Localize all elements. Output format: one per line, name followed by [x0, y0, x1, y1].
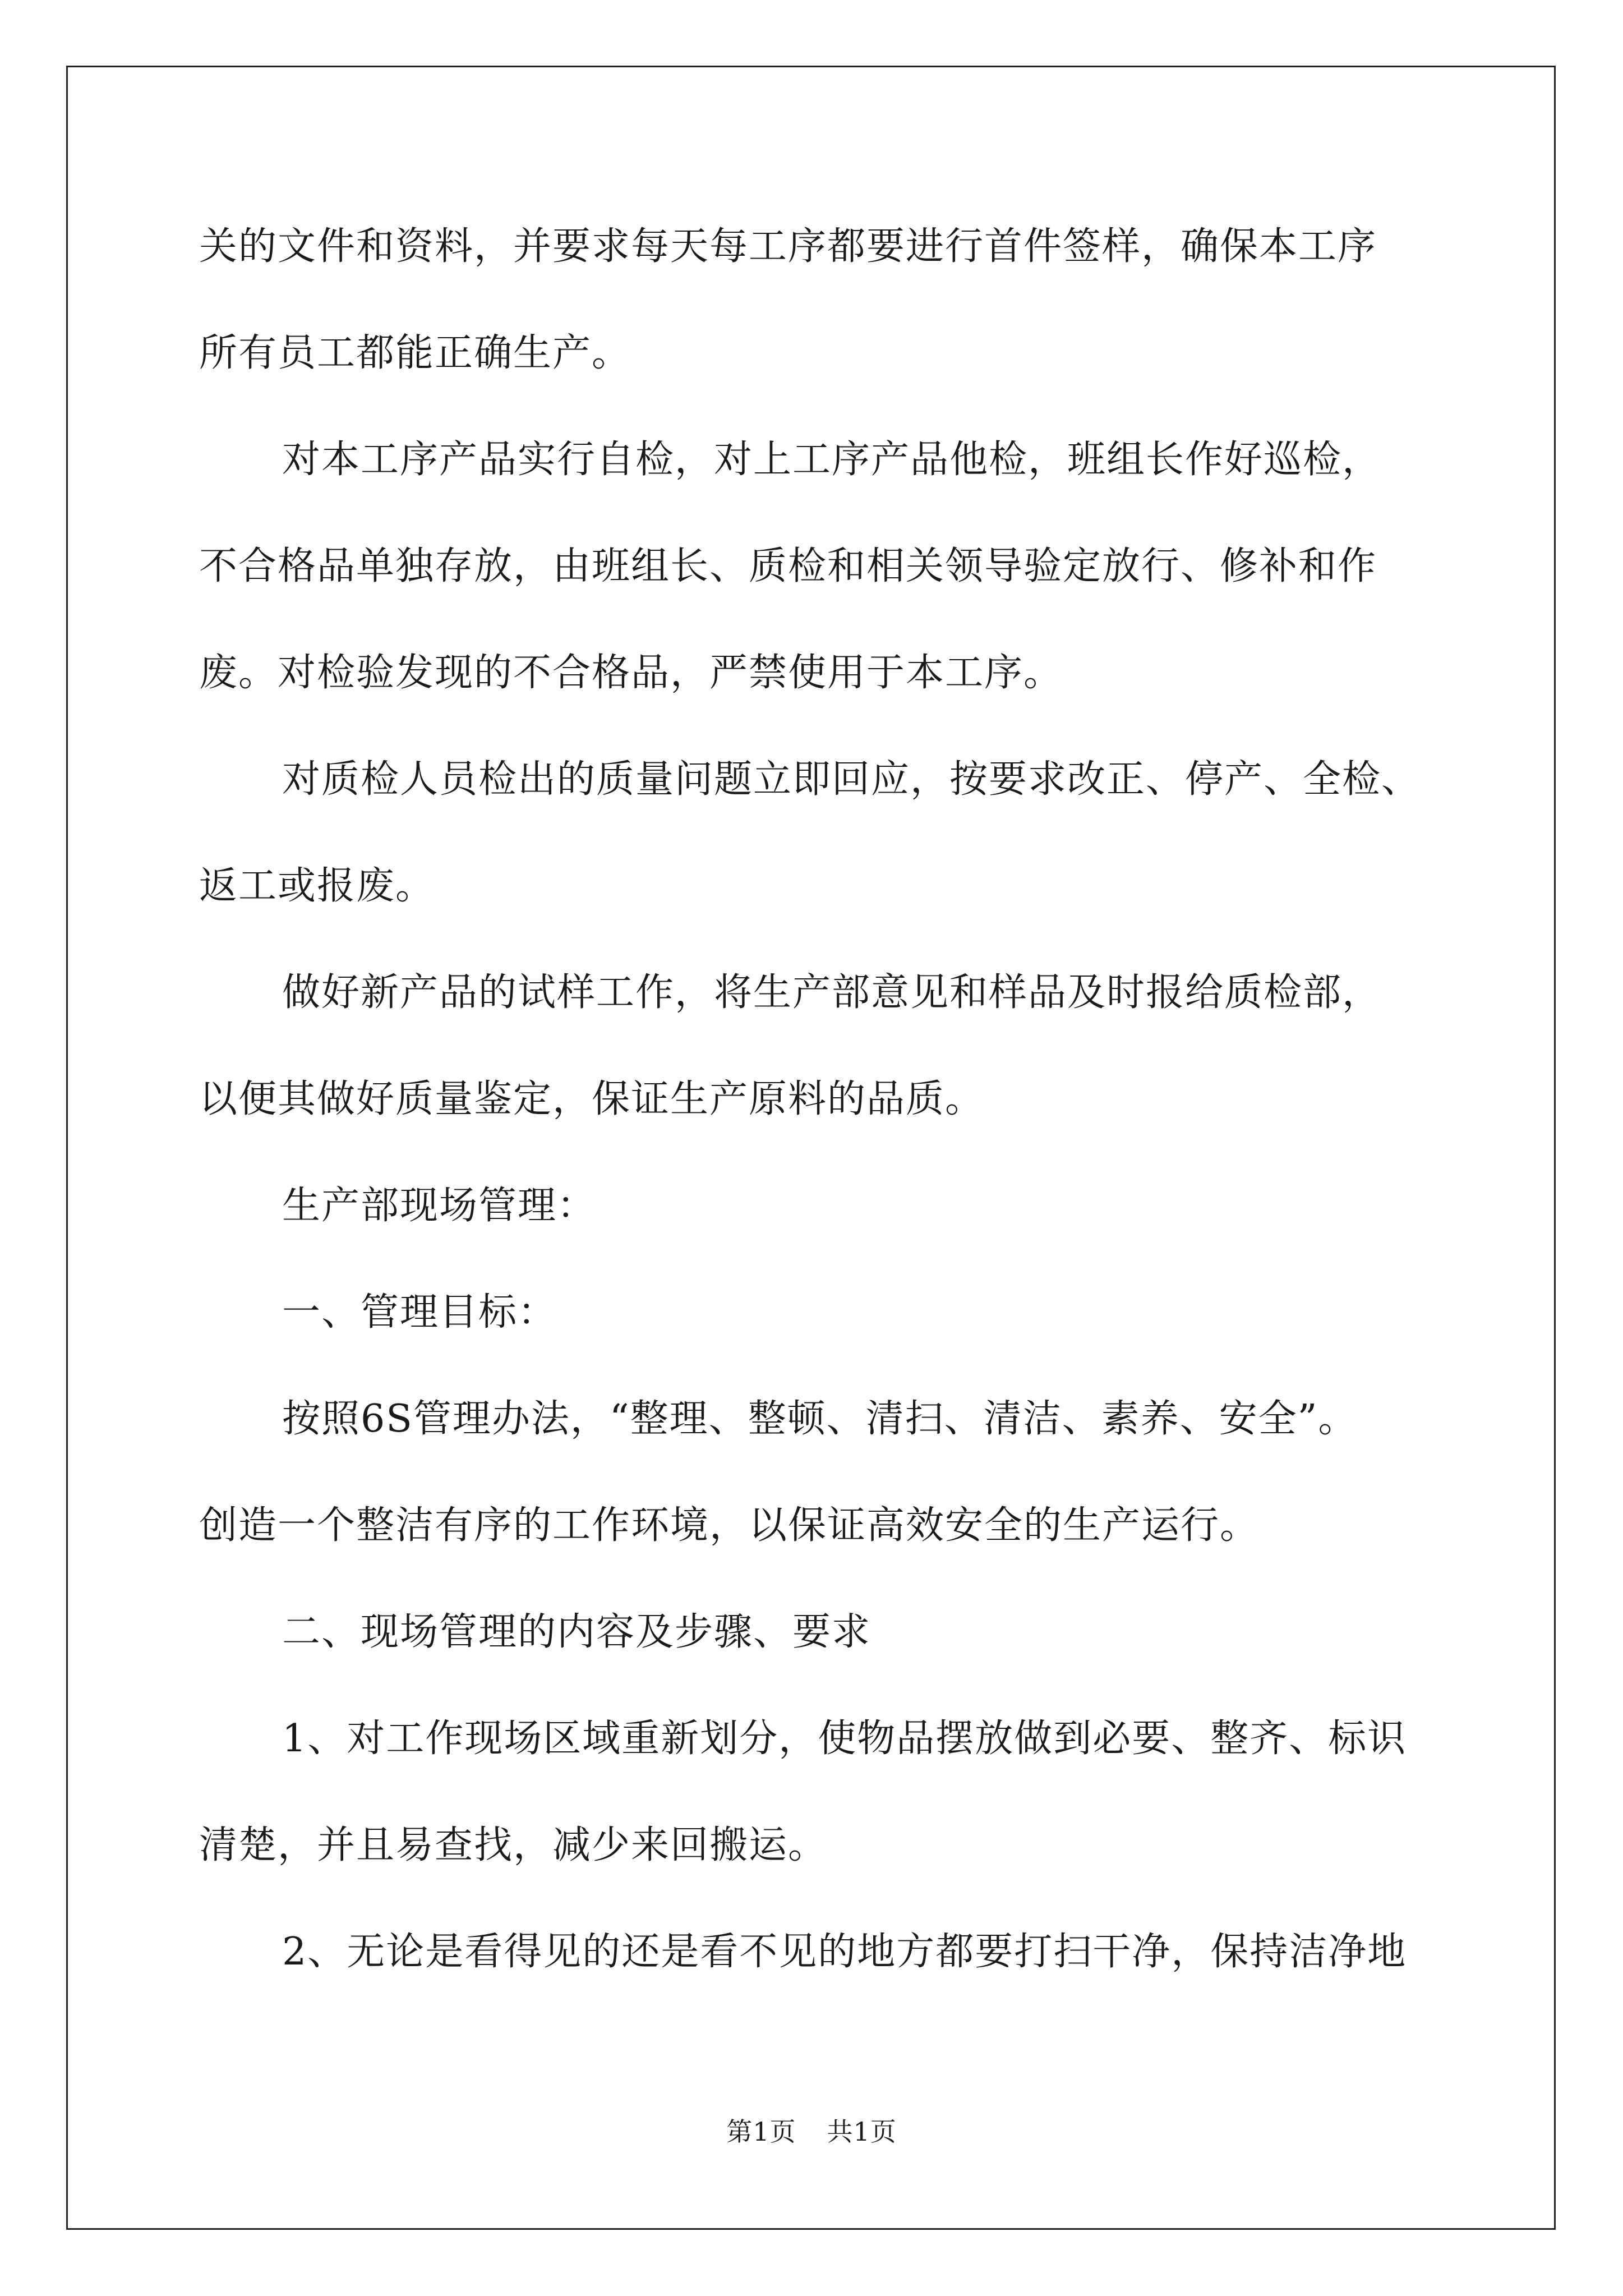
section-heading: 二、现场管理的内容及步骤、要求: [282, 1610, 872, 1654]
text-line: 2、无论是看得见的还是看不见的地方都要打扫干净，保持洁净地: [282, 1930, 1407, 1974]
text-line: 所有员工都能正确生产。: [199, 331, 631, 375]
text-line: 1、对工作现场区域重新划分，使物品摆放做到必要、整齐、标识: [282, 1717, 1407, 1761]
text-line: 关的文件和资料，并要求每天每工序都要进行首件签样，确保本工序: [199, 224, 1377, 269]
section-heading: 一、管理目标：: [282, 1290, 557, 1335]
text-line: 废。对检验发现的不合格品，严禁使用于本工序。: [199, 651, 1063, 695]
text-line: 对质检人员检出的质量问题立即回应，按要求改正、停产、全检、: [282, 757, 1421, 802]
text-line: 不合格品单独存放，由班组长、质检和相关领导验定放行、修补和作: [199, 544, 1377, 588]
text-line: 按照6S管理办法，“整理、整顿、清扫、清洁、素养、安全”。: [282, 1397, 1358, 1441]
page-number-current: 第1页: [726, 2116, 796, 2147]
text-line: 返工或报废。: [199, 864, 435, 908]
text-line: 以便其做好质量鉴定，保证生产原料的品质。: [199, 1077, 985, 1121]
section-heading: 生产部现场管理：: [282, 1184, 597, 1228]
text-line: 对本工序产品实行自检，对上工序产品他检，班组长作好巡检，: [282, 438, 1382, 482]
text-line: 做好新产品的试样工作，将生产部意见和样品及时报给质检部，: [282, 970, 1382, 1015]
page-number-total: 共1页: [827, 2116, 897, 2147]
page-footer: [0, 2115, 1623, 2148]
document-body: [199, 219, 1433, 2031]
text-line: 创造一个整洁有序的工作环境，以保证高效安全的生产运行。: [199, 1503, 1260, 1548]
text-line: 清楚，并且易查找，减少来回搬运。: [199, 1823, 828, 1867]
